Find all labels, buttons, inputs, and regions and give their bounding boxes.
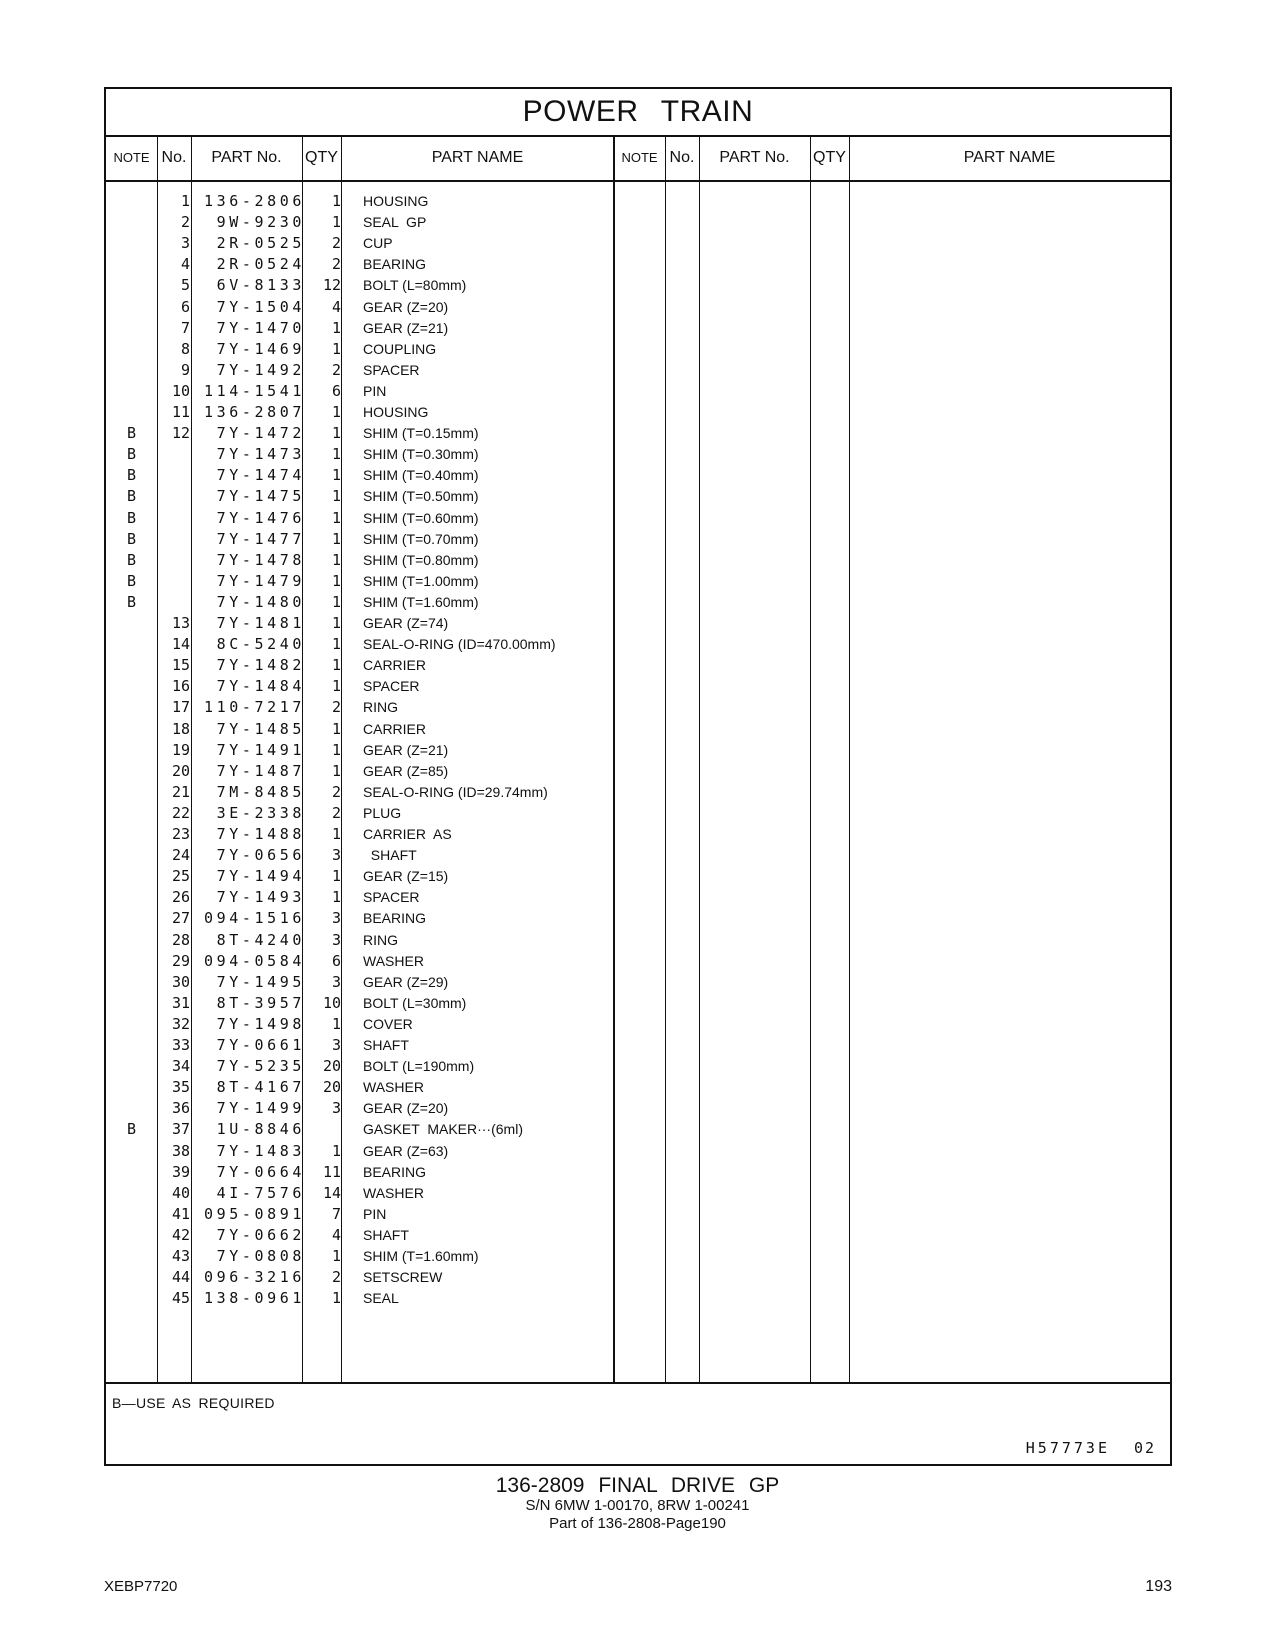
table-row <box>106 443 614 465</box>
row-part-number: 9W-9230 <box>216 213 305 232</box>
row-part-name: GEAR (Z=15) <box>363 868 449 885</box>
row-number: 8 <box>180 339 190 358</box>
row-part-number: 7Y-1474 <box>216 466 305 485</box>
row-part-number: 095-0891 <box>203 1204 305 1223</box>
row-number: 37 <box>171 1120 190 1139</box>
row-part-number: 7Y-1487 <box>216 761 305 780</box>
row-part-number: 7Y-1482 <box>216 656 305 675</box>
row-number: 17 <box>171 698 190 717</box>
table-row <box>106 802 614 824</box>
table-row <box>106 696 614 718</box>
row-part-number: 6V-8133 <box>216 276 305 295</box>
table-row <box>106 844 614 866</box>
header-partname-right: PART NAME <box>963 149 1056 166</box>
row-quantity: 1 <box>331 424 341 443</box>
row-quantity: 11 <box>322 1162 341 1181</box>
row-part-number: 7Y-0808 <box>216 1247 305 1265</box>
row-part-name: CARRIER <box>363 720 427 737</box>
row-part-name: BEARING <box>363 910 427 927</box>
row-number: 11 <box>171 403 190 421</box>
row-part-name: SHIM (T=1.60mm) <box>363 1248 479 1264</box>
row-number: 16 <box>171 677 190 696</box>
row-quantity: 7 <box>331 1204 341 1223</box>
row-quantity: 1 <box>331 888 341 907</box>
table-row <box>106 1076 614 1098</box>
table-row <box>106 718 614 740</box>
footnote: B—USE AS REQUIRED <box>112 1395 275 1411</box>
row-part-number: 7Y-1476 <box>216 508 305 527</box>
row-part-name: SHAFT <box>363 1226 409 1243</box>
header-partname-left: PART NAME <box>431 149 524 166</box>
row-part-number: 1U-8846 <box>216 1120 305 1139</box>
row-part-number: 136-2807 <box>203 403 305 421</box>
row-part-name: BOLT (L=80mm) <box>363 277 467 294</box>
row-quantity: 1 <box>331 529 341 548</box>
row-part-name: SHIM (T=0.30mm) <box>363 446 479 463</box>
parts-list <box>106 180 1170 1382</box>
row-part-number: 094-1516 <box>203 909 305 928</box>
row-quantity: 1 <box>331 656 341 675</box>
table-row <box>106 380 614 402</box>
footer-divider <box>106 1382 1170 1384</box>
group-title: 136-2809 FINAL DRIVE GP <box>495 1474 780 1497</box>
document-revision: 02 <box>1133 1439 1156 1457</box>
row-number: 12 <box>171 424 190 443</box>
row-part-number: 7Y-1477 <box>216 529 305 548</box>
table-row <box>106 612 614 634</box>
header-partno-left: PART No. <box>211 149 282 166</box>
row-number: 21 <box>171 782 190 801</box>
row-quantity: 1 <box>331 508 341 527</box>
row-note: B <box>126 466 137 485</box>
table-row <box>106 359 614 381</box>
table-row <box>106 654 614 676</box>
row-number: 31 <box>171 993 190 1012</box>
table-row <box>106 781 614 803</box>
row-number: 33 <box>171 1036 190 1054</box>
row-part-name: GASKET MAKER···(6ml) <box>363 1121 523 1138</box>
row-part-number: 096-3216 <box>203 1268 305 1287</box>
table-row <box>106 232 614 254</box>
row-part-number: 7Y-0656 <box>216 846 305 865</box>
row-number: 44 <box>171 1268 190 1287</box>
row-quantity: 1 <box>331 466 341 485</box>
row-number: 23 <box>171 825 190 843</box>
table-row <box>106 528 614 550</box>
row-quantity: 1 <box>331 740 341 759</box>
row-number: 41 <box>171 1204 190 1223</box>
row-part-name: CARRIER <box>363 657 427 674</box>
row-quantity: 1 <box>331 1141 341 1160</box>
row-quantity: 1 <box>331 825 341 843</box>
row-number: 3 <box>180 234 190 253</box>
table-row <box>106 1118 614 1140</box>
row-part-name: SPACER <box>363 361 420 378</box>
row-part-name: SHAFT <box>363 847 417 864</box>
row-quantity: 1 <box>331 614 341 632</box>
row-number: 39 <box>171 1162 190 1181</box>
row-quantity: 1 <box>331 192 341 210</box>
row-number: 19 <box>171 740 190 759</box>
row-part-name: BOLT (L=30mm) <box>363 994 467 1011</box>
row-part-name: GEAR (Z=74) <box>363 615 449 631</box>
row-part-number: 7Y-1495 <box>216 972 305 991</box>
row-quantity: 12 <box>322 276 341 295</box>
row-quantity: 1 <box>331 550 341 569</box>
row-part-name: SHAFT <box>363 1037 409 1053</box>
table-row <box>106 317 614 339</box>
row-number: 24 <box>171 846 190 865</box>
table-row <box>106 1287 614 1309</box>
row-part-name: GEAR (Z=20) <box>363 1100 449 1117</box>
row-quantity: 14 <box>322 1183 341 1202</box>
row-quantity: 4 <box>331 297 341 316</box>
row-quantity: 3 <box>331 972 341 991</box>
row-part-name: SHIM (T=0.70mm) <box>363 530 479 547</box>
table-row <box>106 823 614 845</box>
table-row <box>106 886 614 908</box>
table-row <box>106 464 614 486</box>
row-part-number: 7Y-1491 <box>216 740 305 759</box>
row-note: B <box>126 571 137 590</box>
row-quantity: 1 <box>331 445 341 464</box>
row-number: 36 <box>171 1099 190 1118</box>
table-row <box>106 1203 614 1225</box>
row-quantity: 1 <box>331 213 341 232</box>
row-part-name: WASHER <box>363 952 424 969</box>
table-row <box>106 1055 614 1077</box>
row-part-number: 7Y-0662 <box>216 1225 305 1244</box>
table-row <box>106 1266 614 1288</box>
row-note: B <box>126 487 137 506</box>
row-number: 14 <box>171 635 190 654</box>
row-quantity: 1 <box>331 677 341 696</box>
row-part-number: 138-0961 <box>203 1289 305 1308</box>
row-quantity: 1 <box>331 719 341 738</box>
row-part-name: SHIM (T=1.60mm) <box>363 593 479 610</box>
row-part-name: SHIM (T=0.15mm) <box>363 425 479 442</box>
table-row <box>106 485 614 507</box>
parts-table-frame <box>104 87 1172 1466</box>
row-part-number: 8T-4167 <box>216 1078 305 1097</box>
row-quantity: 2 <box>331 803 341 822</box>
table-row <box>106 1182 614 1204</box>
page-number: 193 <box>1145 1578 1172 1595</box>
row-part-name: BEARING <box>363 1163 427 1180</box>
row-quantity: 1 <box>331 761 341 780</box>
row-quantity: 1 <box>331 592 341 611</box>
row-part-number: 7Y-1472 <box>216 424 305 443</box>
row-part-number: 8C-5240 <box>216 635 305 654</box>
row-part-number: 7Y-1469 <box>216 339 305 358</box>
row-part-number: 136-2806 <box>203 192 305 210</box>
row-part-number: 2R-0525 <box>216 234 305 253</box>
row-number: 15 <box>171 656 190 675</box>
row-part-name: COUPLING <box>363 340 437 357</box>
table-row <box>106 549 614 571</box>
row-note: B <box>126 550 137 569</box>
row-number: 25 <box>171 867 190 886</box>
row-part-name: SPACER <box>363 889 420 906</box>
row-note: B <box>126 592 137 611</box>
row-quantity: 1 <box>331 339 341 358</box>
row-part-name: SEAL <box>363 1290 399 1307</box>
row-part-number: 110-7217 <box>203 698 305 717</box>
row-number: 42 <box>171 1225 190 1244</box>
row-quantity: 6 <box>331 951 341 970</box>
row-part-name: SHIM (T=0.60mm) <box>363 509 479 526</box>
row-quantity: 2 <box>331 360 341 379</box>
row-quantity: 1 <box>331 487 341 506</box>
row-part-number: 7Y-1475 <box>216 487 305 506</box>
row-number: 26 <box>171 888 190 907</box>
row-quantity: 10 <box>322 993 341 1012</box>
row-quantity: 2 <box>331 698 341 717</box>
table-row <box>106 907 614 929</box>
row-part-name: BEARING <box>363 256 427 273</box>
row-number: 6 <box>180 297 190 316</box>
row-number: 27 <box>171 909 190 928</box>
row-number: 40 <box>171 1183 190 1202</box>
row-part-name: RING <box>363 931 398 948</box>
header-partno-right: PART No. <box>719 149 790 166</box>
row-number: 20 <box>171 761 190 780</box>
row-number: 9 <box>180 360 190 379</box>
row-part-number: 8T-3957 <box>216 993 305 1012</box>
row-part-name: SETSCREW <box>363 1269 443 1286</box>
row-part-number: 7Y-1488 <box>216 825 305 843</box>
row-number: 35 <box>171 1078 190 1097</box>
row-part-number: 7Y-5235 <box>216 1057 305 1076</box>
row-part-name: HOUSING <box>363 404 429 420</box>
row-part-number: 4I-7576 <box>216 1183 305 1202</box>
row-part-number: 094-0584 <box>203 951 305 970</box>
row-part-name: PLUG <box>363 804 402 821</box>
row-part-name: SHIM (T=0.40mm) <box>363 467 479 484</box>
row-part-number: 7Y-1493 <box>216 888 305 907</box>
row-part-name: COVER <box>363 1015 413 1032</box>
row-part-name: SHIM (T=0.50mm) <box>363 488 479 505</box>
table-row <box>106 253 614 275</box>
row-part-number: 7Y-0664 <box>216 1162 305 1181</box>
row-number: 43 <box>171 1247 190 1265</box>
row-quantity: 3 <box>331 1036 341 1054</box>
row-part-number: 7Y-1470 <box>216 318 305 337</box>
row-part-number: 2R-0524 <box>216 255 305 274</box>
table-row <box>106 296 614 318</box>
row-number: 7 <box>180 318 190 337</box>
table-row <box>106 950 614 972</box>
header-note-right: NOTE <box>621 150 658 165</box>
row-number: 5 <box>180 276 190 295</box>
row-quantity: 1 <box>331 571 341 590</box>
row-quantity: 1 <box>331 1289 341 1308</box>
row-number: 38 <box>171 1141 190 1160</box>
row-quantity: 3 <box>331 930 341 949</box>
row-quantity: 6 <box>331 381 341 400</box>
row-number: 18 <box>171 719 190 738</box>
row-part-number: 7Y-1504 <box>216 297 305 316</box>
row-note: B <box>126 529 137 548</box>
row-quantity: 2 <box>331 234 341 253</box>
table-row <box>106 971 614 993</box>
row-part-number: 7Y-1483 <box>216 1141 305 1160</box>
row-number: 4 <box>180 255 190 274</box>
row-part-number: 7Y-1481 <box>216 614 305 632</box>
header-no-right: No. <box>669 149 695 166</box>
row-part-number: 7Y-1473 <box>216 445 305 464</box>
row-part-name: GEAR (Z=29) <box>363 973 449 990</box>
row-part-number: 7Y-1484 <box>216 677 305 696</box>
row-note: B <box>126 445 137 464</box>
row-part-name: GEAR (Z=21) <box>363 741 449 758</box>
row-quantity: 1 <box>331 1014 341 1033</box>
table-row <box>106 422 614 444</box>
document-reference: H57773E <box>1025 1439 1110 1457</box>
row-part-number: 7M-8485 <box>216 782 305 801</box>
row-part-name: GEAR (Z=63) <box>363 1142 449 1159</box>
table-row <box>106 633 614 655</box>
row-part-name: WASHER <box>363 1184 424 1201</box>
row-part-number: 114-1541 <box>203 381 305 400</box>
table-row <box>106 570 614 592</box>
publication-code: XEBP7720 <box>104 1578 178 1595</box>
row-quantity: 1 <box>331 318 341 337</box>
row-number: 28 <box>171 930 190 949</box>
row-part-name: SHIM (T=0.80mm) <box>363 551 479 568</box>
parent-reference: Part of 136-2808-Page190 <box>549 1515 726 1532</box>
row-part-number: 3E-2338 <box>216 803 305 822</box>
row-part-name: GEAR (Z=21) <box>363 319 449 336</box>
row-note: B <box>126 1120 137 1139</box>
row-quantity: 1 <box>331 1247 341 1265</box>
row-part-number: 7Y-1478 <box>216 550 305 569</box>
row-part-number: 7Y-1499 <box>216 1099 305 1118</box>
row-part-number: 7Y-1494 <box>216 867 305 886</box>
row-part-name: SHIM (T=1.00mm) <box>363 572 479 589</box>
section-title: POWER TRAIN <box>106 89 1170 137</box>
row-part-name: SPACER <box>363 678 420 695</box>
row-part-name: PIN <box>363 1205 387 1222</box>
table-row <box>106 274 614 296</box>
row-note: B <box>126 508 137 527</box>
row-part-number: 7Y-0661 <box>216 1036 305 1054</box>
row-quantity: 2 <box>331 782 341 801</box>
row-part-name: RING <box>363 699 398 716</box>
table-row <box>106 401 614 423</box>
row-quantity: 20 <box>322 1057 341 1076</box>
row-quantity: 1 <box>331 635 341 654</box>
row-quantity: 2 <box>331 1268 341 1287</box>
table-row <box>106 507 614 529</box>
table-header <box>106 135 1170 182</box>
row-part-name: WASHER <box>363 1079 424 1096</box>
row-number: 32 <box>171 1014 190 1033</box>
row-number: 1 <box>180 192 190 210</box>
row-part-name: SEAL-O-RING (ID=470.00mm) <box>363 636 556 653</box>
row-quantity: 1 <box>331 403 341 421</box>
row-part-name: HOUSING <box>363 193 429 209</box>
table-row <box>106 1013 614 1035</box>
row-number: 2 <box>180 213 190 232</box>
table-row <box>106 760 614 782</box>
table-row <box>106 1245 614 1267</box>
table-row <box>106 591 614 613</box>
row-quantity: 3 <box>331 846 341 865</box>
row-part-name: SEAL GP <box>363 214 427 231</box>
row-quantity: 3 <box>331 909 341 928</box>
row-part-number: 7Y-1480 <box>216 592 305 611</box>
table-row <box>106 1034 614 1056</box>
row-part-name: GEAR (Z=85) <box>363 762 449 779</box>
row-quantity: 20 <box>322 1078 341 1097</box>
table-row <box>106 992 614 1014</box>
row-number: 45 <box>171 1289 190 1308</box>
row-number: 34 <box>171 1057 190 1076</box>
row-part-name: GEAR (Z=20) <box>363 298 449 315</box>
table-row <box>106 1097 614 1119</box>
row-quantity: 4 <box>331 1225 341 1244</box>
header-qty-right: QTY <box>813 149 846 166</box>
row-part-name: CARRIER AS <box>363 826 452 842</box>
row-part-name: CUP <box>363 235 393 252</box>
row-part-number: 8T-4240 <box>216 930 305 949</box>
header-qty-left: QTY <box>305 149 338 166</box>
row-part-name: SEAL-O-RING (ID=29.74mm) <box>363 783 548 800</box>
row-part-number: 7Y-1485 <box>216 719 305 738</box>
row-note: B <box>126 424 137 443</box>
row-number: 30 <box>171 972 190 991</box>
row-part-number: 7Y-1492 <box>216 360 305 379</box>
row-quantity: 3 <box>331 1099 341 1118</box>
row-number: 10 <box>171 381 190 400</box>
row-quantity: 1 <box>331 867 341 886</box>
header-no-left: No. <box>161 149 187 166</box>
table-row <box>106 1140 614 1162</box>
table-row <box>106 211 614 233</box>
row-part-name: BOLT (L=190mm) <box>363 1058 475 1075</box>
row-part-number: 7Y-1498 <box>216 1014 305 1033</box>
row-number: 13 <box>171 614 190 632</box>
table-row <box>106 338 614 360</box>
table-row <box>106 865 614 887</box>
serial-range: S/N 6MW 1-00170, 8RW 1-00241 <box>525 1497 750 1514</box>
row-part-name: PIN <box>363 382 387 399</box>
row-part-number: 7Y-1479 <box>216 571 305 590</box>
table-row <box>106 190 614 212</box>
row-quantity: 2 <box>331 255 341 274</box>
table-row <box>106 929 614 951</box>
row-number: 22 <box>171 803 190 822</box>
header-note-left: NOTE <box>113 150 150 165</box>
table-row <box>106 1161 614 1183</box>
table-row <box>106 675 614 697</box>
table-row <box>106 739 614 761</box>
row-number: 29 <box>171 951 190 970</box>
table-row <box>106 1224 614 1246</box>
